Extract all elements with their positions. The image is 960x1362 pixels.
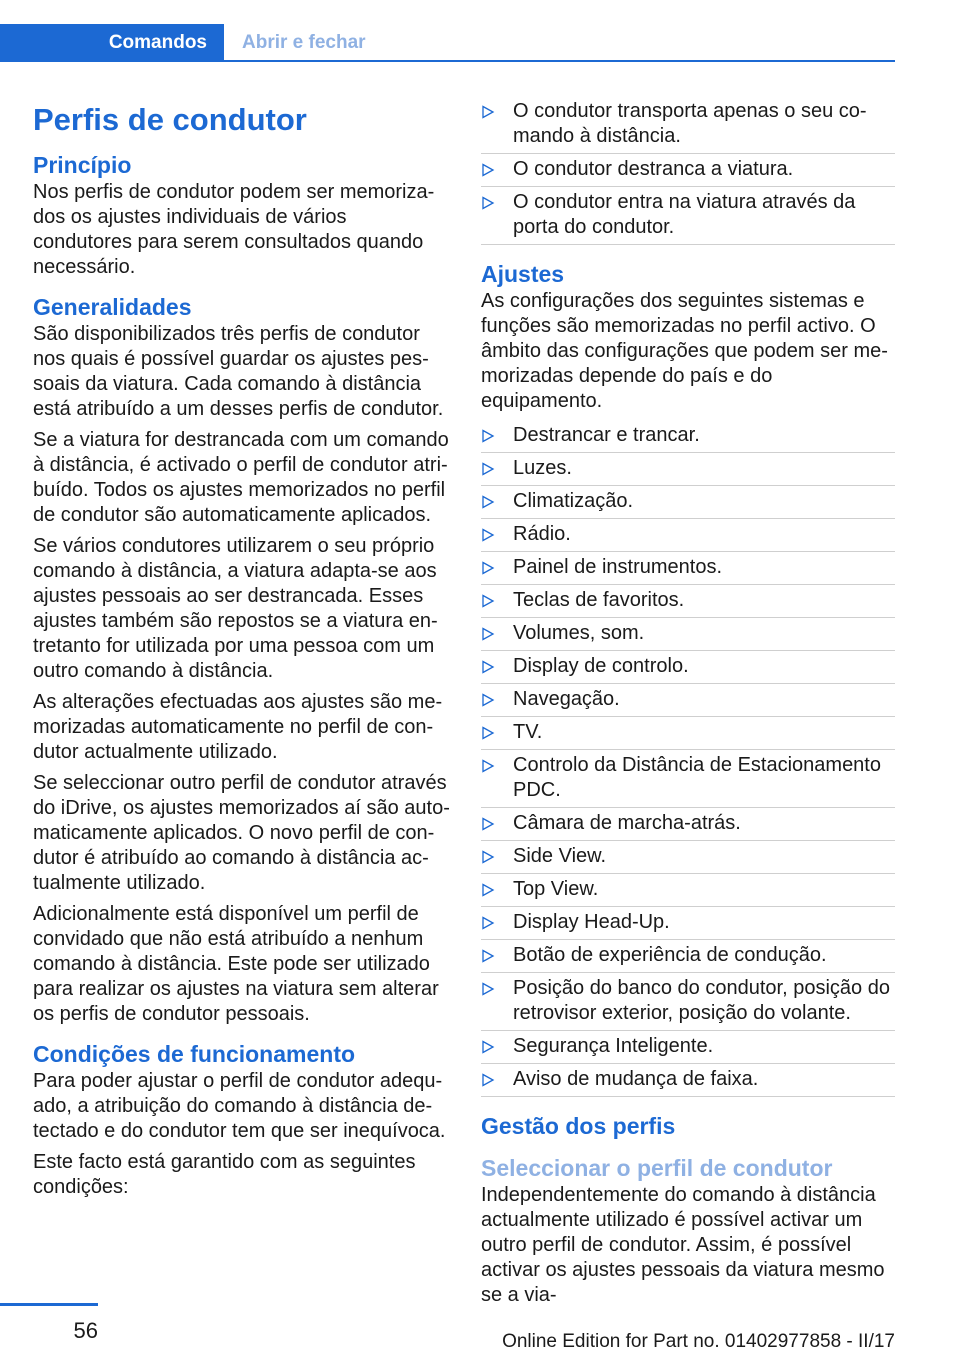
left-column [33,96,451,1206]
list-item [481,1064,895,1097]
list-item [481,486,895,519]
list-item [481,651,895,684]
list-item [481,420,895,453]
section-gestao [481,1111,895,1308]
triangle-right-icon [481,627,495,641]
tab-comandos: Comandos [0,24,224,62]
list-item-text: Rádio. [513,523,571,545]
paragraph: Se seleccionar outro perfil de condutor através do iDrive, os ajustes memorizados aí são automaticamente aplicados. O novo perfil de condutor é atribuído ao comando à distância actualmente utilizado. [33,772,450,894]
list-item-text: Câmara de marcha-atrás. [513,812,741,834]
list-item [481,552,895,585]
list-item-text: Controlo da Distância de Estacionamento PDC. [513,754,881,801]
list-item-text: Destrancar e trancar. [513,424,700,446]
list-item [481,841,895,874]
header-tabs [0,24,895,62]
triangle-right-icon [481,163,495,177]
list-item-text: Display Head-Up. [513,911,670,933]
paragraph: Para poder ajustar o perfil de condutor adequado, a atribuição do comando à distância detectado e do condutor tem que ser inequívoca. [33,1070,446,1142]
paragraph: Adicionalmente está disponível um perfil de convidado que não está atribuído a nenhum comando à distância. Este pode ser utilizado para realizar os ajustes na viatura sem alterar os perfis de condutor pessoais. [33,903,439,1025]
list-item-text: Navegação. [513,688,620,710]
list-item [481,96,895,154]
triangle-right-icon [481,528,495,542]
list-item [481,717,895,750]
list-item [481,519,895,552]
paragraph: Se a viatura for destrancada com um comando à distância, é activado o perfil de condutor atribuído. Todos os ajustes memorizados no perfil de condutor são automaticamente aplicados. [33,429,449,526]
heading-seleccionar: Seleccionar o perfil de condutor [481,1155,833,1181]
list-item [481,684,895,717]
list-item-text: O condutor destranca a viatura. [513,158,794,180]
triangle-right-icon [481,759,495,773]
list-item-text: Luzes. [513,457,572,479]
list-item-text: O condutor entra na viatura através da porta do condutor. [513,191,856,238]
heading-ajustes: Ajustes [481,261,565,287]
list-item-text: Teclas de favoritos. [513,589,685,611]
list-item-text: Volumes, som. [513,622,645,644]
list-item [481,453,895,486]
paragraph: As alterações efectuadas aos ajustes são memorizadas automaticamente no perfil de condutor actualmente utilizado. [33,691,443,763]
triangle-right-icon [481,105,495,119]
right-column [481,96,895,1314]
list-item-text: Climatização. [513,490,634,512]
list-item-text: Segurança Inteligente. [513,1035,714,1057]
page-number: 56 [73,1318,98,1343]
paragraph: Este facto está garantido com as seguintes condições: [33,1151,416,1198]
list-item [481,154,895,187]
triangle-right-icon [481,1073,495,1087]
triangle-right-icon [481,817,495,831]
triangle-right-icon [481,462,495,476]
paragraph: Se vários condutores utilizarem o seu próprio comando à distância, a viatura adapta-se aos ajustes pessoais ao ser destrancada. Esses ajustes também são repostos se a viatura entretanto for utilizada por uma pessoa com um outro comando à distância. [33,535,438,682]
triangle-right-icon [481,561,495,575]
conditions-list [481,96,895,245]
heading-condicoes: Condições de funcionamento [33,1041,356,1067]
list-item [481,187,895,245]
list-item-text: O condutor transporta apenas o seu comando à distância. [513,100,867,147]
paragraph: Independentemente do comando à distância actualmente utilizado é possível activar um outro perfil de condutor. Assim, é possível activar os ajustes pessoais da viatura mesmo se a via- [481,1184,885,1306]
section-generalidades [33,292,451,1027]
triangle-right-icon [481,1040,495,1054]
triangle-right-icon [481,726,495,740]
section-principio [33,150,451,280]
list-item [481,940,895,973]
page-title: Perfis de condutor [33,102,307,137]
heading-gestao: Gestão dos perfis [481,1113,676,1139]
list-item [481,973,895,1031]
ajustes-list [481,420,895,1097]
triangle-right-icon [481,660,495,674]
footer-rule [0,1303,98,1306]
heading-generalidades: Generalidades [33,294,192,320]
list-item-text: Top View. [513,878,599,900]
footer-edition: Online Edition for Part no. 01402977858 - II/17 [502,1331,895,1352]
paragraph: As configurações dos seguintes sistemas e funções são memorizadas no perfil activo. O âmbito das configurações que podem ser memorizadas depende do país e do equipamento. [481,290,888,412]
list-item-text: Botão de experiência de condução. [513,944,827,966]
paragraph: São disponibilizados três perfis de condutor nos quais é possível guardar os ajustes pessoais da viatura. Cada comando à distância está atribuído a um desses perfis de condutor. [33,323,444,420]
list-item-text: TV. [513,721,543,743]
triangle-right-icon [481,693,495,707]
list-item-text: Aviso de mudança de faixa. [513,1068,759,1090]
list-item [481,808,895,841]
triangle-right-icon [481,429,495,443]
triangle-right-icon [481,196,495,210]
list-item-text: Side View. [513,845,607,867]
list-item [481,874,895,907]
triangle-right-icon [481,883,495,897]
section-ajustes [481,259,895,414]
triangle-right-icon [481,916,495,930]
triangle-right-icon [481,949,495,963]
section-condicoes [33,1039,451,1200]
list-item [481,585,895,618]
list-item-text: Display de controlo. [513,655,689,677]
list-item-text: Posição do banco do condutor, posição do retrovisor exterior, posição do volante. [513,977,890,1024]
triangle-right-icon [481,495,495,509]
list-item [481,907,895,940]
triangle-right-icon [481,850,495,864]
paragraph: Nos perfis de condutor podem ser memorizados os ajustes individuais de vários condutores para serem consultados quando necessário. [33,181,435,278]
list-item [481,1031,895,1064]
heading-principio: Princípio [33,152,132,178]
list-item [481,750,895,808]
triangle-right-icon [481,982,495,996]
triangle-right-icon [481,594,495,608]
header-rule [224,60,895,62]
list-item [481,618,895,651]
tab-abrir-e-fechar: Abrir e fechar [242,32,366,53]
list-item-text: Painel de instrumentos. [513,556,723,578]
